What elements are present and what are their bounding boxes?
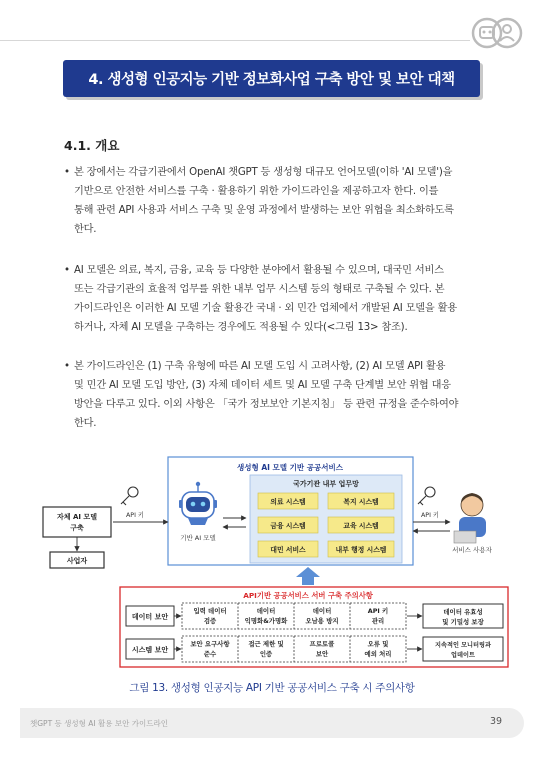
paragraph-line: 본 가이드라인은 (1) 구축 유형에 따른 AI 모델 도입 시 고려사항, (2) AI 모델 API 활용: [74, 361, 446, 372]
footer-title: 챗GPT 등 생성형 AI 활용 보안 가이드라인: [30, 719, 168, 728]
api-key-label-left: API 키: [125, 512, 145, 519]
chapter-title: 4. 생성형 인공지능 기반 정보화사업 구축 방안 및 보안 대책: [63, 60, 480, 97]
measure-label: 프로토콜: [309, 640, 335, 648]
operator-label: 사업자: [66, 557, 88, 565]
measure-label: 데이터: [312, 607, 332, 615]
public-service-title: 생성형 AI 모델 기반 공공서비스: [237, 463, 343, 472]
header-rule: [0, 40, 470, 41]
figure-caption: 그림 13. 생성형 인공지능 API 기반 공공서비스 구축 시 주의사항: [129, 682, 415, 694]
bullet-icon: •: [64, 265, 70, 276]
measure-label: 익명화&가명화: [244, 617, 288, 625]
measure-label: 보안 요구사항: [190, 640, 230, 648]
key-icon: [121, 487, 138, 505]
bullet-icon: •: [64, 167, 70, 178]
paragraph-line: 통해 관련 API 사용과 서비스 구축 및 운영 과정에서 발생하는 보안 위협을 최소화하도록: [74, 205, 454, 216]
measure-label: 준수: [203, 650, 217, 658]
section-title: 4.1. 개요: [64, 138, 120, 153]
paragraph-line: 또는 각급기관의 효율적 업무를 위한 내부 업무 시스템 등의 형태로 구축될 수 있다. 본: [74, 284, 445, 295]
key-icon: [418, 487, 435, 505]
paragraph-3: [64, 357, 484, 433]
paragraph-line: 한다.: [74, 418, 97, 429]
page-number: 39: [490, 716, 503, 727]
paragraph-line: 및 민간 AI 모델 도입 방안, (3) 자체 데이터 세트 및 AI 모델 구축 단계별 보안 위협 대응: [74, 380, 451, 391]
self-ai-model-label: 자체 AI 모델: [57, 513, 97, 521]
measure-label: 입력 데이터: [193, 607, 227, 615]
internal-network-title: 국가기관 내부 업무망: [293, 480, 359, 488]
measure-label: 관리: [371, 617, 385, 625]
service-user-label: 서비스 사용자: [452, 546, 492, 554]
measure-label: 접근 제한 및: [248, 640, 284, 648]
result-label: 업데이트: [451, 652, 475, 659]
api-key-label-right: API 키: [420, 512, 440, 519]
self-ai-model-label: 구축: [70, 524, 84, 532]
result-label: 데이터 유효성: [443, 608, 483, 616]
measure-label: 검증: [203, 617, 217, 625]
paragraph-line: AI 모델은 의료, 복지, 금융, 교육 등 다양한 분야에서 활용될 수 있으며, 대국민 서비스: [74, 265, 444, 276]
self-ai-model-box: [43, 507, 111, 537]
security-notice-title: API기반 공공서비스 서버 구축 주의사항: [243, 591, 373, 600]
paragraph-line: 하거나, 자체 AI 모델을 구축하는 경우에도 적용될 수 있다(<그림 13> 참조).: [74, 322, 408, 333]
data-security-label: 데이터 보안: [131, 613, 169, 621]
paragraph-2: [64, 261, 484, 337]
measure-label: 인증: [259, 650, 273, 658]
paragraph-line: 기반으로 안전한 서비스를 구축 · 활용하기 위한 가이드라인을 제공하고자 한다. 이를: [74, 186, 439, 197]
system-label: 의료 시스템: [270, 498, 306, 506]
system-label: 대민 서비스: [270, 546, 306, 554]
paragraph-line: 본 장에서는 각급기관에서 OpenAI 챗GPT 등 생성형 대규모 언어모델(이하 'AI 모델')을: [74, 167, 453, 178]
result-label: 및 기밀성 보장: [442, 618, 484, 626]
system-security-label: 시스템 보안: [131, 646, 169, 654]
system-label: 내부 행정 시스템: [335, 546, 387, 554]
measure-label: 예외 처리: [364, 650, 392, 658]
measure-label: API 키: [367, 607, 389, 615]
user-icon: [454, 493, 486, 543]
paragraph-line: 한다.: [74, 224, 97, 235]
paragraph-line: 방안을 다루고 있다. 이외 사항은 「국가 정보보안 기본지침」 등 관련 규정을 준수하여야: [74, 399, 459, 410]
system-label: 교육 시스템: [343, 522, 379, 530]
measure-label: 오류 및: [367, 640, 389, 648]
measure-label: 오남용 방지: [305, 617, 339, 625]
header-logo-icon: [470, 16, 524, 50]
system-label: 복지 시스템: [343, 498, 379, 506]
system-label: 금융 시스템: [270, 522, 306, 530]
up-arrow-icon: [296, 567, 320, 585]
bullet-icon: •: [64, 361, 70, 372]
paragraph-line: 가이드라인은 이러한 AI 모델 기술 활용간 국내 · 외 민간 업체에서 개발된 AI 모델을 활용: [74, 303, 457, 314]
architecture-diagram: [40, 455, 510, 670]
ai-model-label: 기반 AI 모델: [180, 534, 216, 542]
measure-label: 데이터: [256, 607, 276, 615]
result-label: 지속적인 모니터링과: [435, 642, 491, 649]
measure-label: 보안: [315, 650, 329, 658]
paragraph-1: [64, 163, 484, 239]
